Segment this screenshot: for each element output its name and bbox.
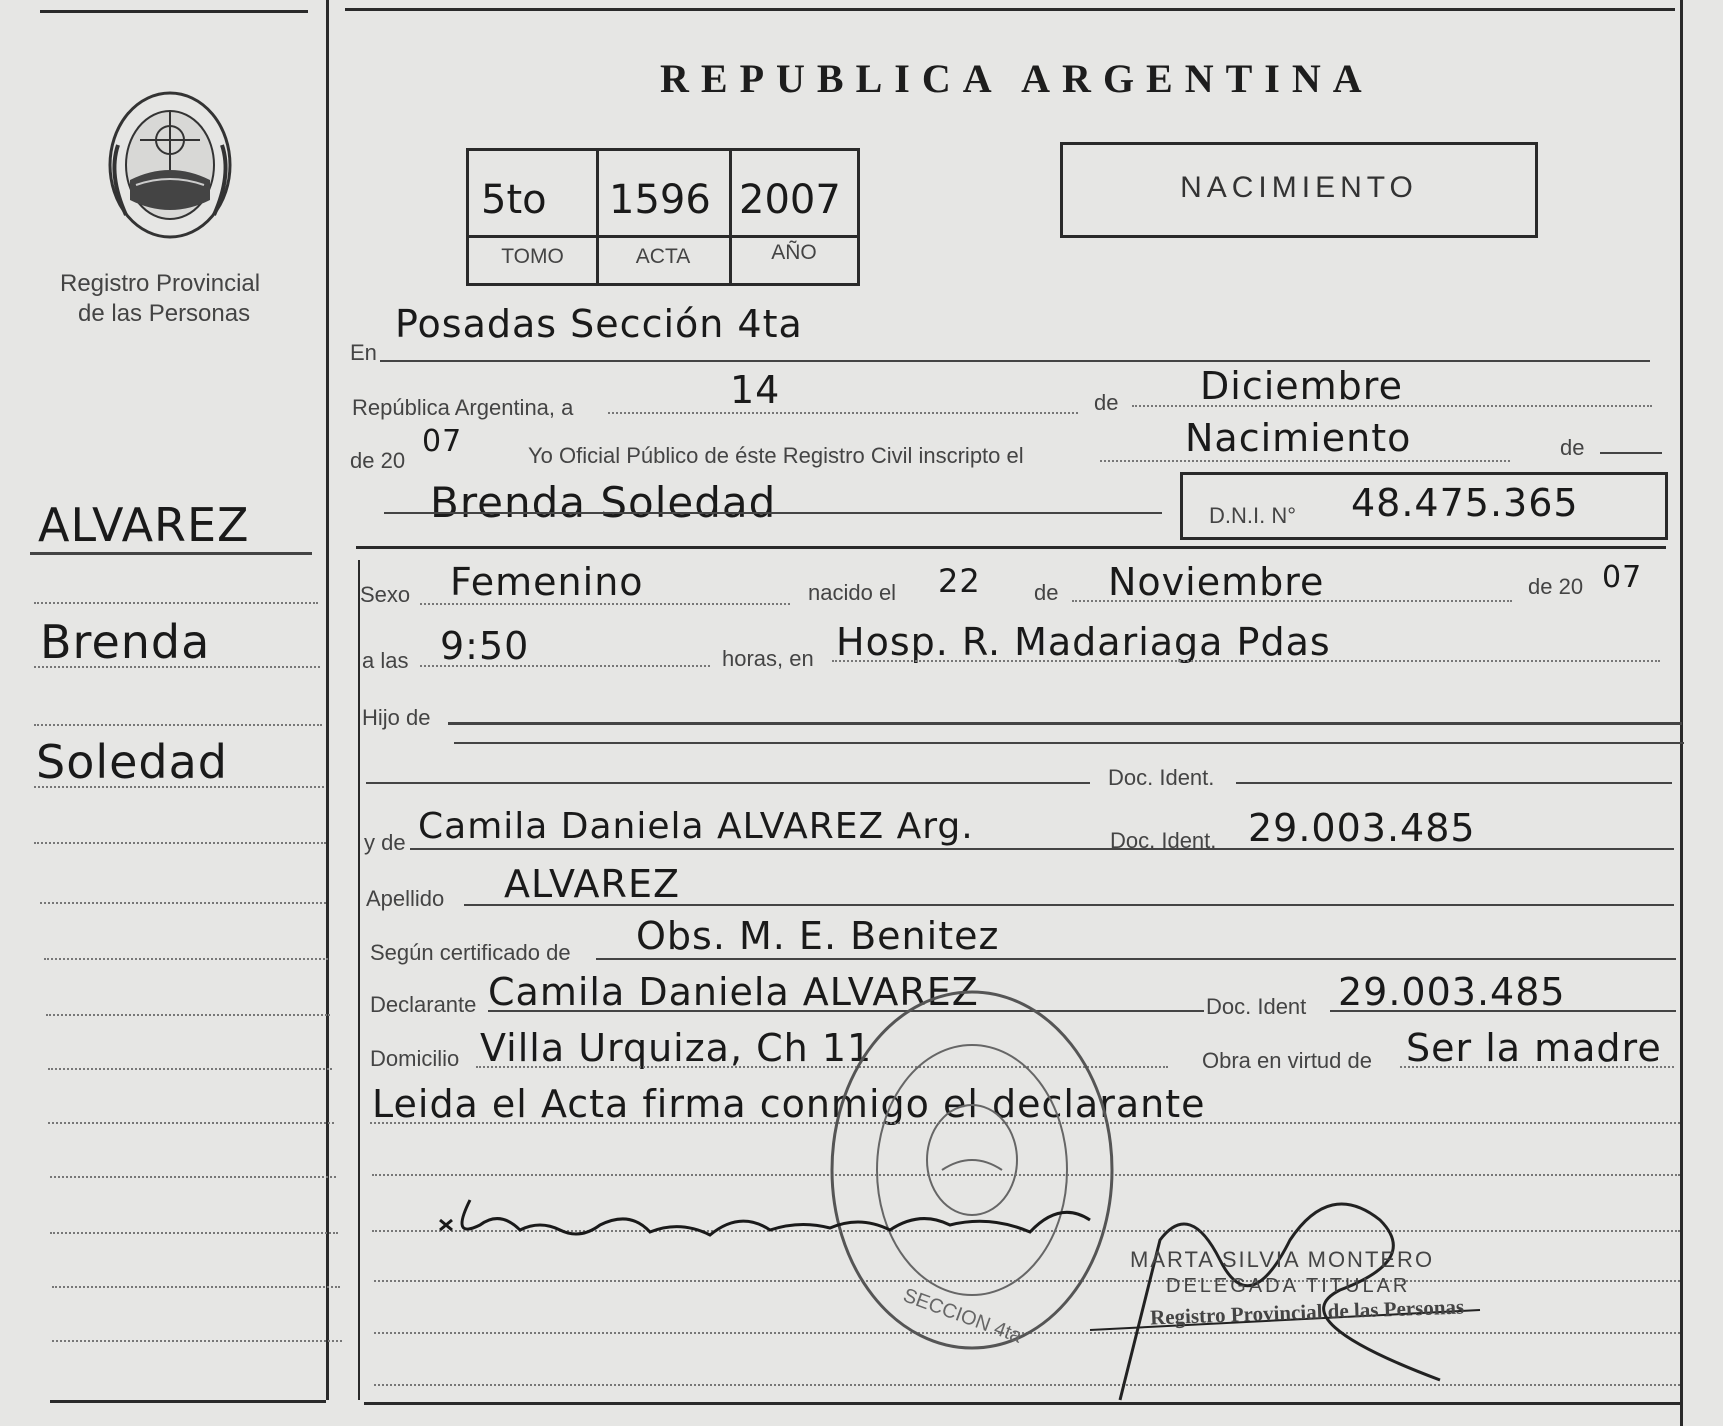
line-dia (608, 412, 1078, 414)
line-lugar (380, 360, 1650, 362)
value-declarante-doc: 29.003.485 (1338, 970, 1566, 1014)
label-nacido-el: nacido el (808, 580, 897, 605)
sidebar-line (48, 1122, 334, 1124)
label-sexo: Sexo (360, 582, 411, 607)
label-horas-en: horas, en (722, 646, 814, 671)
label-republica: República Argentina, a (352, 395, 574, 420)
sidebar-given-name-2: Soledad (36, 735, 229, 789)
anio-label: AÑO (771, 241, 817, 264)
registry-name-line1: Registro Provincial (60, 270, 261, 297)
label-segun-certificado: Según certificado de (370, 940, 571, 965)
value-dni: 48.475.365 (1351, 481, 1579, 525)
value-dia: 14 (730, 368, 781, 412)
line-apellido (464, 904, 1674, 906)
inner-form-line (358, 560, 360, 1400)
sidebar-line (52, 1340, 342, 1342)
document-title: REPUBLICA ARGENTINA (660, 56, 1374, 101)
sidebar-line (48, 1068, 332, 1070)
value-hora: 9:50 (440, 624, 530, 668)
value-lugar-nac: Hosp. R. Madariaga Pdas (836, 620, 1331, 664)
line-obra (1400, 1066, 1674, 1068)
line-certificado (596, 958, 1676, 960)
line-lugar-nac (832, 660, 1660, 662)
label-en: En (350, 340, 377, 365)
official-title: DELEGADA TITULAR (1166, 1275, 1411, 1297)
sidebar-surname: ALVAREZ (38, 498, 250, 552)
line-hijo-de (448, 722, 1682, 725)
label-yo-oficial: Yo Oficial Público de éste Registro Civil inscripto el (528, 443, 1024, 468)
acta-value: 1596 (609, 177, 711, 223)
line-de-inscripto (1600, 452, 1662, 454)
label-domicilio: Domicilio (370, 1046, 460, 1071)
top-rule-left (40, 10, 308, 13)
declarant-signature-icon (430, 1180, 1110, 1260)
record-type: NACIMIENTO (1180, 171, 1418, 204)
label-dni: D.N.I. N° (1209, 503, 1297, 528)
value-apellido: ALVAREZ (504, 862, 680, 906)
value-nota: Leida el Acta firma conmigo el declarante (372, 1082, 1206, 1126)
label-hijo-de: Hijo de (362, 705, 431, 730)
reference-box (466, 148, 860, 286)
record-type-box (1060, 142, 1538, 238)
sidebar-line (34, 842, 326, 844)
line-hijo-de-2 (454, 742, 1684, 744)
sidebar-line (50, 1232, 338, 1234)
label-de-20-nac: de 20 (1528, 574, 1584, 599)
sidebar-line (34, 602, 318, 604)
value-nac-anio: 07 (1602, 560, 1643, 595)
value-domicilio: Villa Urquiza, Ch 11 (480, 1026, 873, 1070)
declarant-signature (430, 1180, 1110, 1265)
ref-divider (469, 235, 857, 238)
label-obra-en-virtud: Obra en virtud de (1202, 1048, 1372, 1073)
sidebar-line (34, 724, 322, 726)
label-declarante: Declarante (370, 992, 477, 1017)
line-sexo (420, 603, 790, 605)
tomo-value: 5to (481, 177, 547, 223)
label-a-las: a las (362, 648, 409, 673)
section-rule-1 (356, 546, 1666, 549)
value-madre: Camila Daniela ALVAREZ Arg. (418, 806, 974, 847)
value-nac-mes: Noviembre (1108, 560, 1325, 604)
tomo-label: TOMO (501, 245, 564, 268)
line-nac-mes (1072, 600, 1512, 602)
sidebar-line (30, 552, 312, 555)
value-mes: Diciembre (1200, 364, 1403, 408)
registry-name-line2: de las Personas (78, 300, 251, 327)
label-apellido: Apellido (366, 886, 445, 911)
sidebar-line (52, 1286, 340, 1288)
sidebar-line (46, 1014, 330, 1016)
left-border-line (326, 0, 329, 1400)
official-name: MARTA SILVIA MONTERO (1130, 1247, 1435, 1272)
line-hora (420, 665, 710, 667)
value-nac-dia: 22 (938, 562, 981, 600)
official-office: Registro Provincial de las Personas (1149, 1294, 1465, 1330)
value-anio: 07 (422, 424, 463, 459)
dni-box (1180, 472, 1668, 540)
sidebar-given-name-1: Brenda (40, 615, 211, 669)
line-padre-doc-num (1236, 782, 1672, 784)
label-doc-ident-madre: Doc. Ident. (1110, 828, 1217, 853)
value-certificado: Obs. M. E. Benitez (636, 914, 1000, 958)
line-mes (1132, 405, 1652, 407)
sidebar-line (34, 786, 324, 788)
provincial-emblem-icon (100, 85, 240, 245)
label-y-de: y de (364, 830, 406, 855)
value-madre-doc: 29.003.485 (1248, 806, 1476, 850)
right-border-line (1680, 0, 1683, 1426)
value-obra-en-virtud: Ser la madre (1406, 1026, 1662, 1070)
sidebar-line (34, 666, 320, 668)
value-sexo: Femenino (450, 560, 644, 604)
anio-value: 2007 (739, 177, 841, 223)
value-nombre: Brenda Soledad (430, 478, 777, 527)
value-inscripto: Nacimiento (1185, 416, 1412, 460)
sidebar-line (50, 1176, 336, 1178)
top-rule-right (345, 8, 1675, 11)
label-doc-ident-declarante: Doc. Ident (1206, 994, 1307, 1019)
value-declarante: Camila Daniela ALVAREZ (488, 970, 979, 1014)
line-padre-doc (366, 782, 1090, 784)
sidebar-line (44, 958, 328, 960)
line-declarante-doc (1330, 1010, 1676, 1012)
line-inscripto (1100, 460, 1510, 462)
label-de-mes: de (1094, 390, 1119, 415)
line-nombre (384, 512, 1162, 514)
line-madre (410, 848, 1674, 850)
label-doc-ident-padre: Doc. Ident. (1108, 765, 1215, 790)
sidebar-line (40, 902, 326, 904)
label-de-inscripto: de (1560, 435, 1585, 460)
value-lugar: Posadas Sección 4ta (395, 302, 803, 346)
label-de-20: de 20 (350, 448, 406, 473)
official-seal-icon (822, 980, 1122, 1360)
label-de-nac: de (1034, 580, 1059, 605)
acta-label: ACTA (635, 245, 691, 268)
bottom-rule-left (50, 1400, 326, 1403)
seal-section: SECCION 4ta (900, 1284, 1025, 1348)
